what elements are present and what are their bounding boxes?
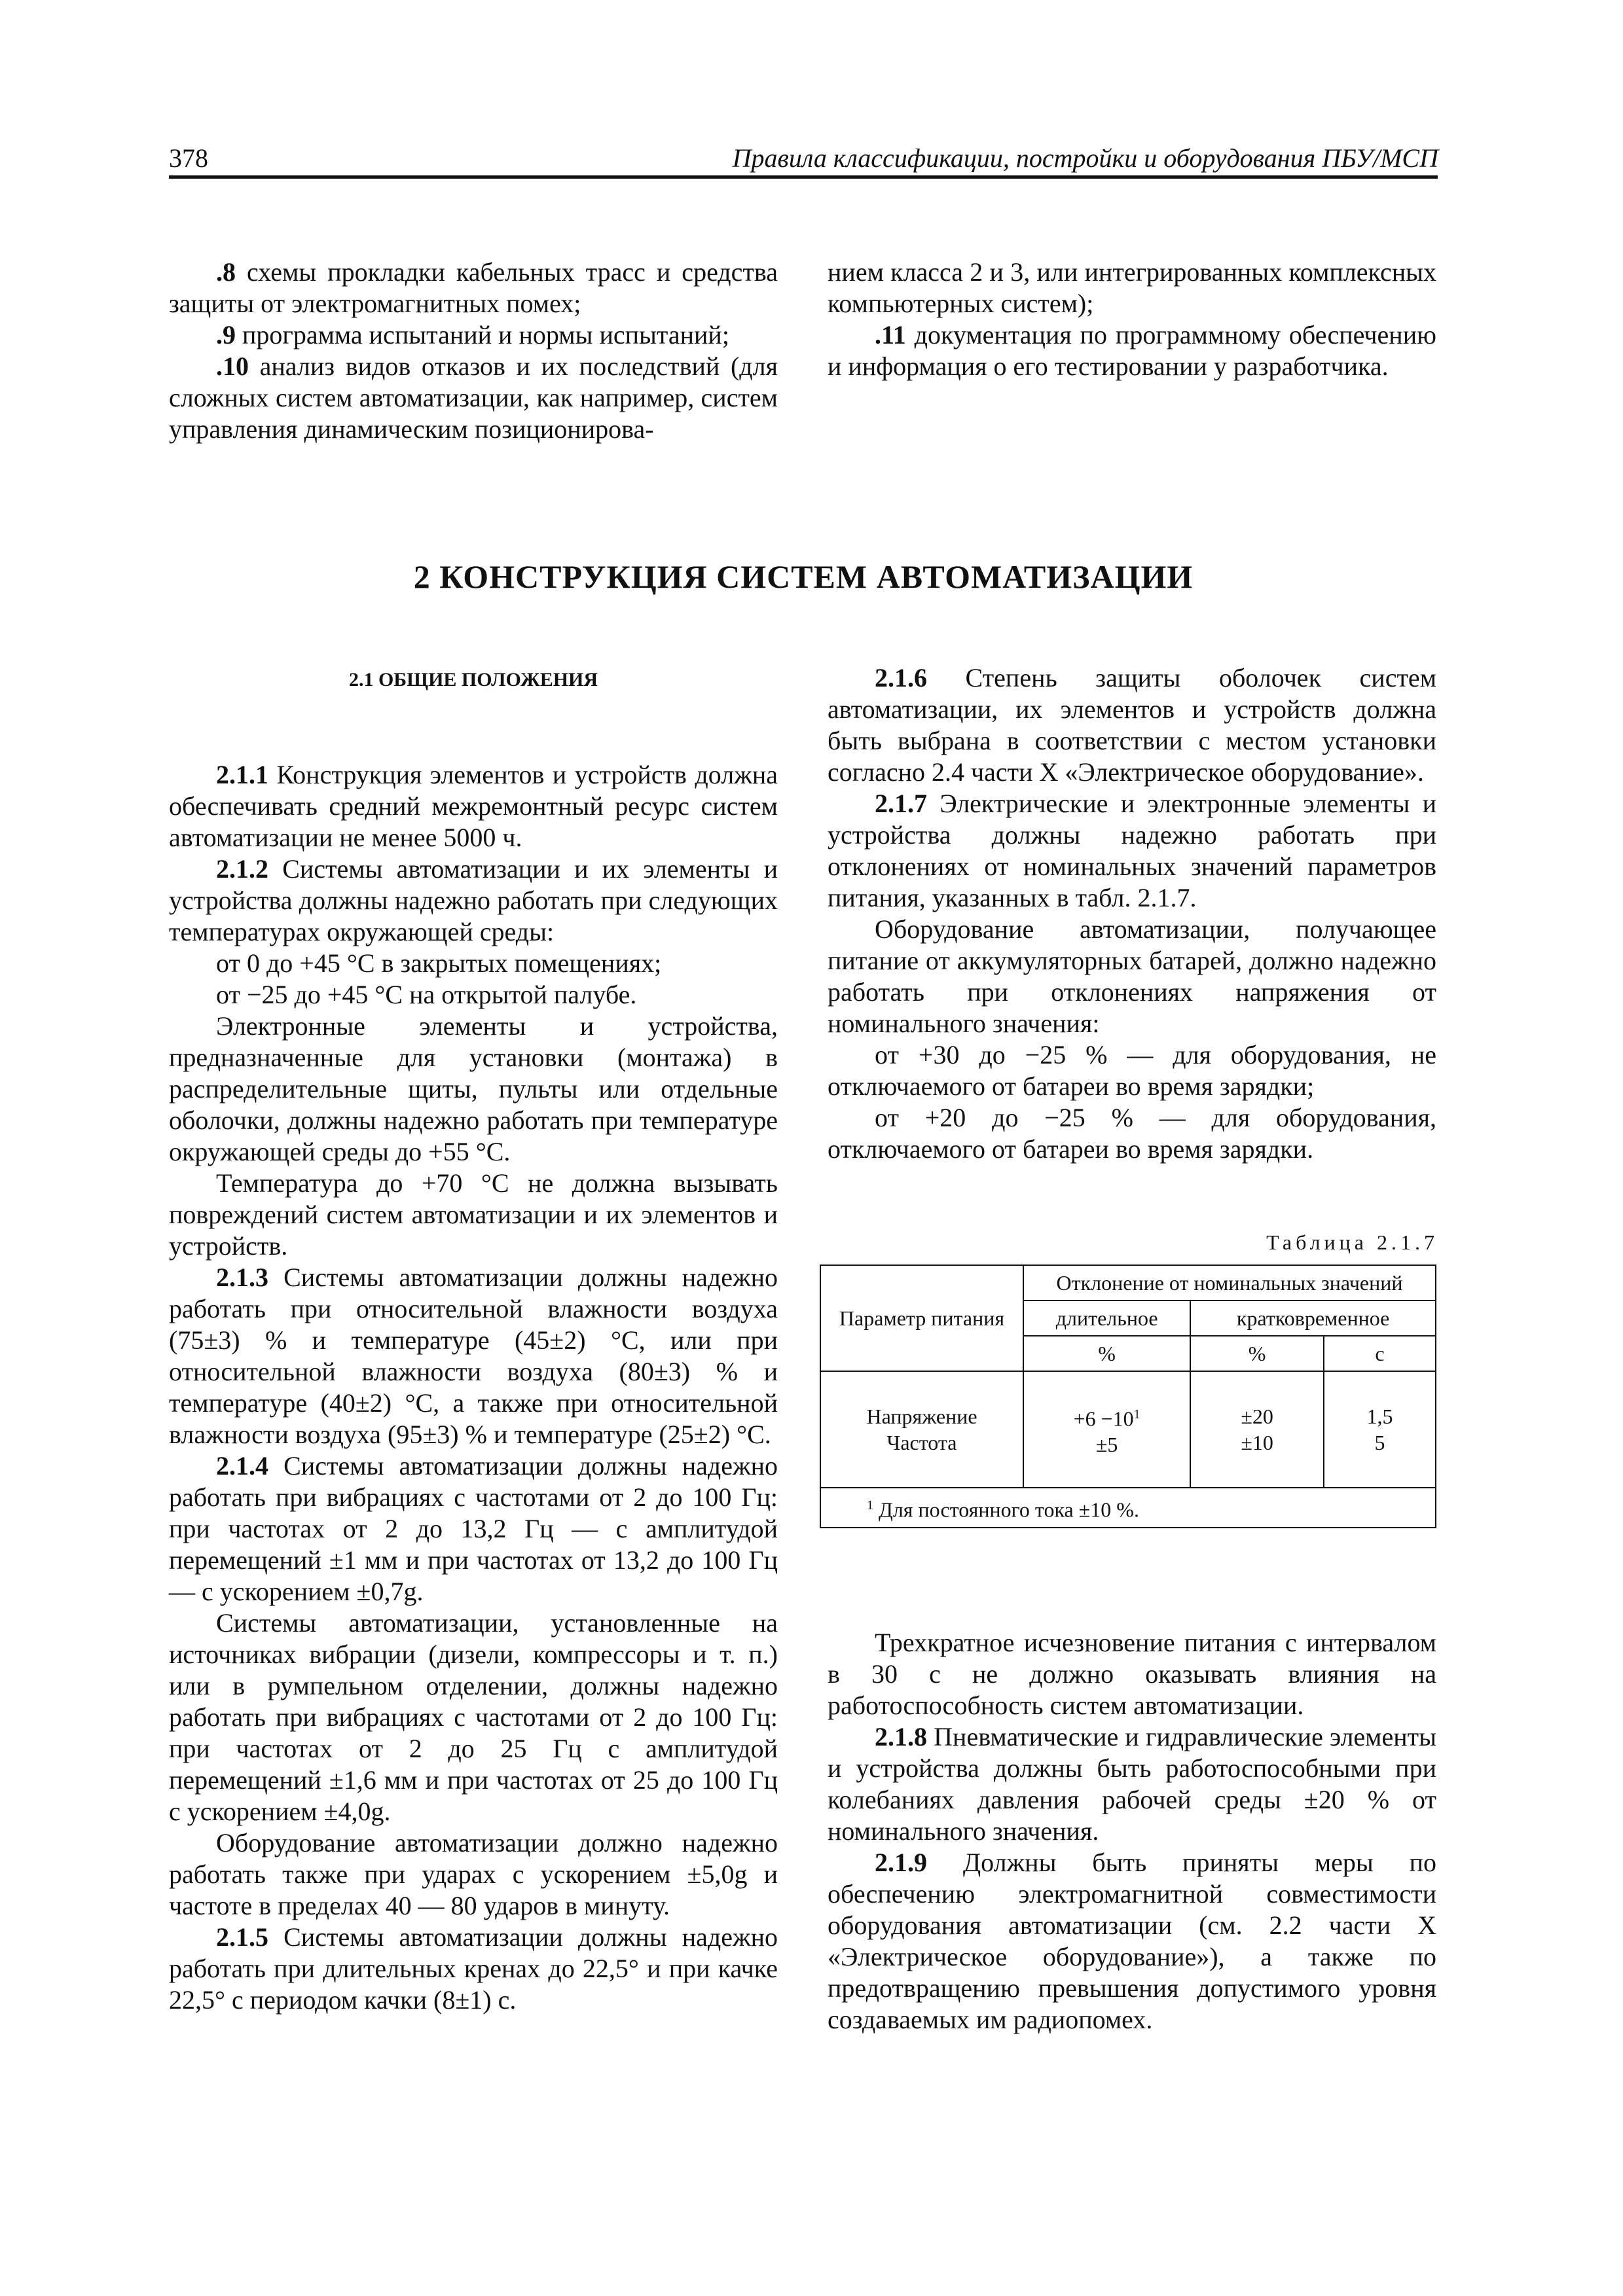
item-text: от +30 до −25 % — для оборудования, не отключаемого от батареи во время зарядки; (828, 1040, 1436, 1101)
item-text: Оборудование автоматизации, получающее питание от аккумуляторных батарей, должно надежно работать при отклонениях напряжения от номинального значения: (828, 914, 1436, 1038)
item-text: Системы автоматизации должны надежно работать при вибрациях с частотами от 2 до 100 Гц: при частотах от 2 до 13,2 Гц — с амплитудой перемещений ±1 мм и при частотах от 13,2 до 100 Гц — с ускорением ±0,7g. (169, 1451, 778, 1606)
item-text: Степень защиты оболочек систем автоматизации, их элементов и устройств должна быть выбрана в соответствии с местом установки согласно 2.4 части X «Электрическое оборудование». (828, 663, 1436, 787)
item-number: 2.1.7 (875, 789, 927, 818)
item-text: нием класса 2 и 3, или интегрированных комплексных компьютерных систем); (828, 257, 1436, 318)
item-text: анализ видов отказов и их последствий (для сложных систем автоматизации, как например, систем управления динамическим позиционирова- (169, 351, 778, 444)
item-text: от −25 до +45 °С на открытой палубе. (216, 980, 637, 1009)
chapter-title: 2 КОНСТРУКЦИЯ СИСТЕМ АВТОМАТИЗАЦИИ (413, 558, 1194, 595)
item-text: Системы автоматизации и их элементы и устройства должны надежно работать при следующих температурах окружающей среды: (169, 854, 778, 946)
short-term-header: кратковременное (1190, 1300, 1436, 1336)
paragraph (828, 257, 1436, 319)
header-rule (169, 175, 1438, 179)
item-text: Системы автоматизации, установленные на источниках вибрации (дизели, компрессоры и т. п.) или в румпельном отделении, должны надежно работать при вибрациях с частотами от 2 до 100 Гц: при частотах от 2 до 25 Гц с амплитудой перемещений ±1,6 мм и при частотах от 25 до 100 Гц с ускорением ±4,0g. (169, 1608, 778, 1826)
item-text: схемы прокладки кабельных трасс и средства защиты от электромагнитных помех; (169, 257, 778, 318)
table-caption: Таблица 2.1.7 (1266, 1230, 1438, 1254)
unit-short-pct: % (1190, 1336, 1324, 1371)
paragraph (169, 1011, 778, 1168)
paragraph (169, 1922, 778, 2016)
top-left-column (169, 257, 778, 445)
item-number: .9 (216, 320, 236, 350)
short-s-values-cell (1324, 1371, 1436, 1488)
param-names-cell (820, 1371, 1023, 1488)
item-text: документация по программному обеспечению и информация о его тестировании у разработчика. (828, 320, 1436, 381)
paragraph (828, 1847, 1436, 2036)
paragraph (169, 1827, 778, 1922)
left-column (169, 759, 778, 2016)
short-pct-values-cell (1190, 1371, 1324, 1488)
item-number: 2.1.4 (216, 1451, 268, 1480)
param-frequency: Частота (886, 1431, 957, 1454)
deviation-header: Отклонение от номинальных значений (1023, 1265, 1436, 1300)
paragraph (828, 1627, 1436, 1721)
item-number: 2.1.9 (875, 1848, 927, 1877)
table-footnote (820, 1488, 1436, 1528)
item-text: Оборудование автоматизации должно надежно работать также при ударах с ускорением ±5,0g и частоте в пределах 40 — 80 ударов в минуту. (169, 1828, 778, 1920)
short-pct-voltage: ±20 (1241, 1405, 1273, 1428)
footnote-mark: 1 (1133, 1407, 1140, 1422)
paragraph (828, 662, 1436, 788)
long-value-voltage (1027, 1401, 1187, 1432)
param-voltage: Напряжение (866, 1405, 977, 1428)
item-text: Электронные элементы и устройства, предназначенные для установки (монтажа) в распределительные щиты, пульты или отдельные оболочки, должны надежно работать при температуре окружающей среды до +55 °С. (169, 1011, 778, 1166)
item-text: Электрические и электронные элементы и устройства должны надежно работать при отклонениях от номинальных значений параметров питания, указанных в табл. 2.1.7. (828, 789, 1436, 912)
item-number: 2.1.5 (216, 1922, 268, 1952)
item-number: .8 (216, 257, 236, 287)
item-number: 2.1.6 (875, 663, 927, 692)
short-s-frequency: 5 (1374, 1431, 1385, 1454)
paragraph (169, 1607, 778, 1827)
short-s-voltage: 1,5 (1366, 1405, 1393, 1428)
paragraph (828, 788, 1436, 914)
paragraph (169, 1262, 778, 1450)
item-text: Трехкратное исчезновение питания с интервалом в 30 с не должно оказывать влияния на работоспособность систем автоматизации. (828, 1628, 1436, 1720)
item-text: от 0 до +45 °С в закрытых помещениях; (216, 948, 662, 978)
long-values-cell (1023, 1371, 1190, 1488)
unit-long-pct: % (1023, 1336, 1190, 1371)
paragraph (828, 1721, 1436, 1847)
unit-short-s: с (1324, 1336, 1436, 1371)
section-heading: 2.1 ОБЩИЕ ПОЛОЖЕНИЯ (348, 669, 598, 691)
item-text: Системы автоматизации должны надежно работать при относительной влажности воздуха (75±3) % и температуре (45±2) °С, или при относительной влажности воздуха (80±3) % и температуре (40±2) °С, а также при относительной влажности воздуха (95±3) % и температуре (25±2) °С. (169, 1263, 778, 1449)
paragraph (828, 914, 1436, 1039)
paragraph (828, 1102, 1436, 1165)
paragraph (828, 319, 1436, 382)
item-number: 2.1.8 (875, 1722, 927, 1751)
long-value-frequency: ±5 (1095, 1433, 1118, 1457)
bottom-right-column (828, 1627, 1436, 2036)
paragraph (169, 853, 778, 948)
paragraph (169, 257, 778, 319)
item-number: 2.1.2 (216, 854, 268, 884)
paragraph (169, 759, 778, 853)
paragraph (169, 351, 778, 445)
item-number: .10 (216, 351, 249, 381)
paragraph (169, 979, 778, 1011)
item-text: Пневматические и гидравлические элементы и устройства должны быть работоспособными при колебаниях давления рабочей среды ±20 % от номинального значения. (828, 1722, 1436, 1846)
long-term-header: длительное (1023, 1300, 1190, 1336)
item-text: Температура до +70 °С не должна вызывать повреждений систем автоматизации и их элементов и устройств. (169, 1168, 778, 1261)
paragraph (169, 1450, 778, 1607)
item-number: 2.1.1 (216, 760, 268, 789)
item-text: от +20 до −25 % — для оборудования, отключаемого от батареи во время зарядки. (828, 1103, 1436, 1164)
paragraph (169, 319, 778, 351)
power-parameters-table (820, 1265, 1436, 1528)
item-text: Системы автоматизации должны надежно работать при длительных кренах до 22,5° и при качке 22,5° с периодом качки (8±1) с. (169, 1922, 778, 2015)
footnote-text: Для постоянного тока ±10 %. (879, 1498, 1139, 1522)
page-number: 378 (169, 143, 208, 173)
item-text: программа испытаний и нормы испытаний; (236, 320, 729, 350)
right-column (828, 662, 1436, 1165)
item-text: Должны быть приняты меры по обеспечению электромагнитной совместимости оборудования автоматизации (см. 2.2 части X «Электрическое оборудование»), а также по предотвращению превышения допустимого уровня создаваемых им радиопомех. (828, 1848, 1436, 2034)
short-pct-frequency: ±10 (1241, 1431, 1273, 1454)
long-value-voltage-text: +6 −10 (1073, 1407, 1134, 1431)
item-number: .11 (875, 320, 906, 350)
param-header: Параметр питания (820, 1265, 1023, 1371)
paragraph (169, 948, 778, 979)
footnote-mark: 1 (867, 1498, 873, 1513)
item-text: Конструкция элементов и устройств должна обеспечивать средний межремонтный ресурс систем автоматизации не менее 5000 ч. (169, 760, 778, 852)
top-right-column (828, 257, 1436, 382)
paragraph (169, 1168, 778, 1262)
running-title: Правила классификации, постройки и оборудования ПБУ/МСП (732, 143, 1438, 173)
paragraph (828, 1039, 1436, 1102)
item-number: 2.1.3 (216, 1263, 268, 1292)
